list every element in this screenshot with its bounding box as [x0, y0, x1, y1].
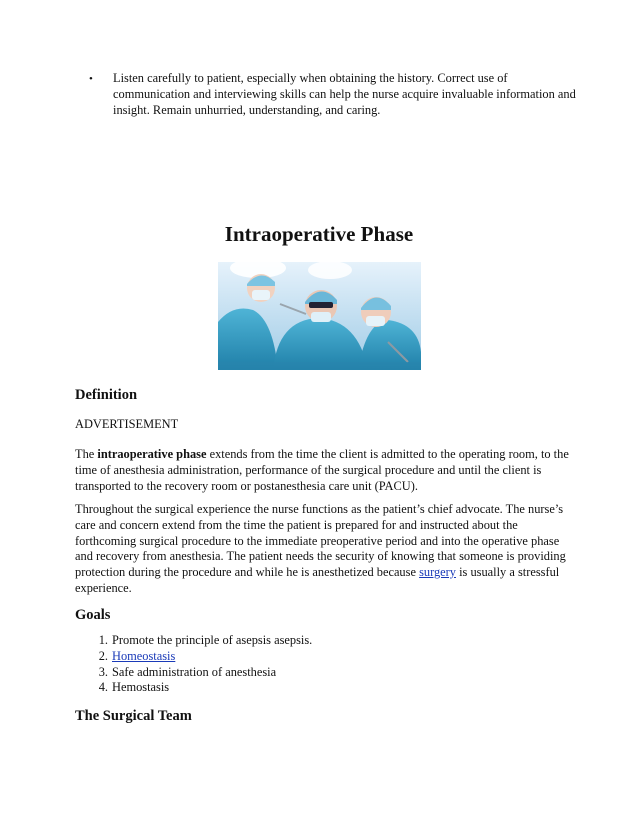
list-number: 2.	[98, 648, 108, 663]
list-item	[75, 680, 312, 696]
goals-list	[75, 633, 312, 696]
page-title: Intraoperative Phase	[224, 222, 414, 246]
p1-bold-term: intraoperative phase	[97, 447, 207, 461]
p2-text: Throughout the surgical experience the nurse functions as the patient’s chief advocate. The nurse’s care and concern extend from the time the patient is prepared for and instructed about the forthcoming surgical procedure to the immediate preoperative period and into the operative phase and recovery from anesthesia. The patient needs the security of knowing that someone is providing protection during the procedure and while he is anesthetized because	[75, 502, 566, 580]
surgical-team-heading: The Surgical Team	[75, 708, 192, 724]
goals-heading: Goals	[75, 607, 111, 623]
list-text: Safe administration of anesthesia	[112, 664, 277, 679]
p2-end: is usually a stressful experience.	[75, 565, 560, 595]
list-text: Hemostasis	[112, 680, 170, 695]
p1-rest: extends from the time the client is admitted to the operating room, to the time of anesthesia administration, performance of the surgical procedure and until the client is transported to the recovery room or postanesthesia care unit (PACU).	[75, 447, 569, 493]
list-number: 3.	[98, 664, 108, 679]
list-item	[75, 633, 312, 649]
bullet-marker: •	[89, 73, 93, 85]
definition-paragraph-2	[75, 502, 575, 597]
definition-heading: Definition	[75, 387, 138, 403]
definition-paragraph-1	[75, 447, 575, 494]
list-item	[75, 649, 312, 665]
p1-prefix: The	[75, 447, 98, 461]
list-number: 4.	[98, 680, 108, 695]
bullet-text: Listen carefully to patient, especially when obtaining the history. Correct use of communication and interviewing skills can help the nurse acquire invaluable information and insight. Remain unhurried, understanding, and caring.	[113, 71, 576, 117]
list-number: 1.	[98, 633, 108, 647]
list-text: Promote the principle of asepsis asepsis.	[112, 633, 313, 647]
homeostasis-link[interactable]: Homeostasis	[112, 648, 176, 663]
advertisement-label: ADVERTISEMENT	[75, 417, 179, 431]
surgical-team-photo	[218, 262, 421, 370]
surgery-link[interactable]: surgery	[419, 565, 456, 580]
list-item	[75, 665, 312, 681]
